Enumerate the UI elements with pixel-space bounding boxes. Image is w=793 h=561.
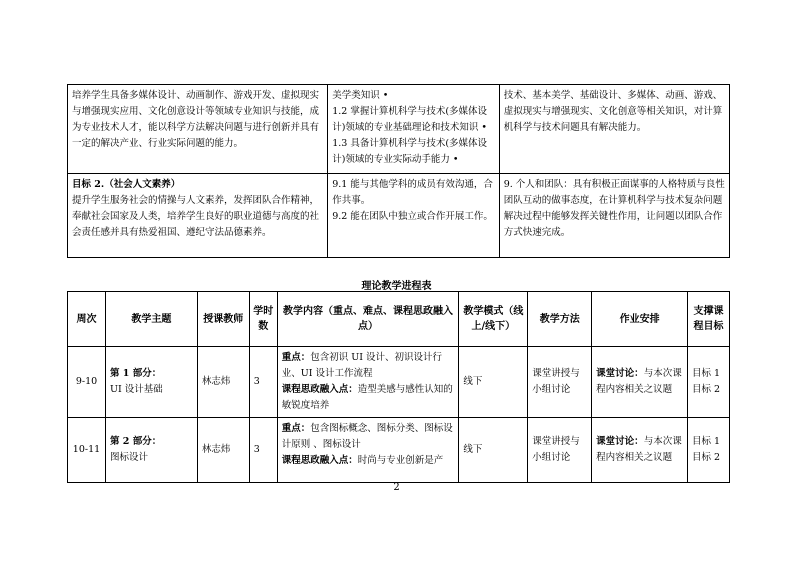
key-label: 重点： (281, 423, 311, 434)
teacher-cell: 林志炜 (197, 347, 249, 418)
method-cell: 课堂讲授与小组讨论 (528, 347, 592, 418)
objective-1-description: 培养学生具备多媒体设计、动画制作、游戏开发、虚拟现实与增强现实应用、文化创意设计等领域专业知识与技能，成为专业技术人才，能以科学方法解决问题与进行创新并具有一定的解决产业、行业实际问题的能力。 (68, 85, 328, 174)
homework-label: 课堂讨论： (596, 436, 644, 447)
week-cell: 10-11 (68, 418, 106, 483)
week-cell: 9-10 (68, 347, 106, 418)
support-goal: 目标 2 (692, 452, 721, 463)
objective-1-indicators (328, 85, 500, 174)
method-cell: 课堂讲授与小组讨论 (528, 418, 592, 483)
support-cell (688, 418, 730, 483)
topic-label: 第 2 部分： (109, 436, 162, 447)
key-text: 包含图标概念、图标分类、图标设计原则 、图标设计 (281, 423, 453, 450)
header-teacher: 授课教师 (197, 292, 249, 347)
indicator-item: 美学类知识 • (332, 90, 389, 101)
objectives-row-1 (68, 85, 730, 174)
support-goal: 目标 1 (692, 436, 721, 447)
homework-cell (592, 347, 688, 418)
header-content: 教学内容（重点、难点、课程思政融入点） (277, 292, 459, 347)
objectives-row-2 (68, 174, 730, 258)
schedule-title: 理论教学进程表 (361, 281, 432, 292)
header-topic: 教学主题 (105, 292, 197, 347)
homework-text: 与本次课程内容相关之议题 (596, 436, 682, 463)
content-cell (277, 347, 459, 418)
objective-1-requirement: 技术、基本美学、基础设计、多媒体、动画、游戏、虚拟现实与增强现实、文化创意等相关知识，对计算机科学与技术问题具有解决能力。 (499, 85, 729, 174)
table-row (68, 418, 730, 483)
objective-2-requirement: 9. 个人和团队：具有积极正面谋事的人格特质与良性团队互动的做事态度，在计算机科学与技术复杂问题解决过程中能够发挥关键性作用，让问题以团队合作方式快速完成。 (499, 174, 729, 258)
header-hours: 学时数 (249, 292, 277, 347)
mode-cell: 线下 (459, 418, 528, 483)
content-cell (277, 418, 459, 483)
ideo-text: 时尚与专业创新是产 (357, 455, 444, 466)
indicator-item: 1.2 掌握计算机科学与技术(多媒体设计)领域的专业基础理论和技术知识 • (332, 106, 488, 133)
indicator-item: 1.3 具备计算机科学与技术(多媒体设计)领域的专业实际动手能力 • (332, 138, 488, 165)
homework-cell (592, 418, 688, 483)
key-label: 重点： (281, 352, 311, 363)
indicator-item: 9.1 能与其他学科的成员有效沟通，合作共事。 (332, 179, 493, 206)
header-method: 教学方法 (528, 292, 592, 347)
schedule-header-row (68, 292, 730, 347)
homework-label: 课堂讨论： (596, 368, 644, 379)
objective-2-indicators (328, 174, 500, 258)
ideo-label: 课程思政融入点： (281, 384, 358, 395)
objective-2-body: 提升学生服务社会的情操与人文素养，发挥团队合作精神，奉献社会国家及人类，培养学生良好的职业道德与高度的社会责任感并具有热爱祖国、遵纪守法品德素养。 (72, 195, 320, 238)
teacher-cell: 林志炜 (197, 418, 249, 483)
table-row (68, 347, 730, 418)
schedule-table (67, 291, 730, 483)
header-week: 周次 (68, 292, 106, 347)
support-goal: 目标 2 (692, 384, 721, 395)
topic-cell (105, 347, 197, 418)
objective-2-title: 目标 2.（社会人文素养） (72, 179, 181, 190)
page-number: 2 (393, 482, 400, 493)
hours-cell: 3 (249, 347, 277, 418)
header-homework: 作业安排 (592, 292, 688, 347)
hours-cell: 3 (249, 418, 277, 483)
homework-text: 与本次课程内容相关之议题 (596, 368, 682, 395)
topic-label: 第 1 部分： (109, 368, 162, 379)
topic-cell (105, 418, 197, 483)
topic-name: UI 设计基础 (109, 384, 163, 395)
support-goal: 目标 1 (692, 368, 721, 379)
indicator-item: 9.2 能在团队中独立或合作开展工作。 (332, 211, 493, 222)
ideo-text: 造型美感与感性认知的敏锐度培养 (281, 384, 453, 411)
ideo-label: 课程思政融入点： (281, 455, 358, 466)
header-mode: 教学模式（线上/线下） (459, 292, 528, 347)
key-text: 包含初识 UI 设计、初识设计行业、UI 设计工作流程 (281, 352, 443, 379)
mode-cell: 线下 (459, 347, 528, 418)
objective-2-description (68, 174, 328, 258)
objectives-table (67, 84, 730, 258)
topic-name: 图标设计 (109, 452, 148, 463)
support-cell (688, 347, 730, 418)
header-support: 支撑课程目标 (688, 292, 730, 347)
